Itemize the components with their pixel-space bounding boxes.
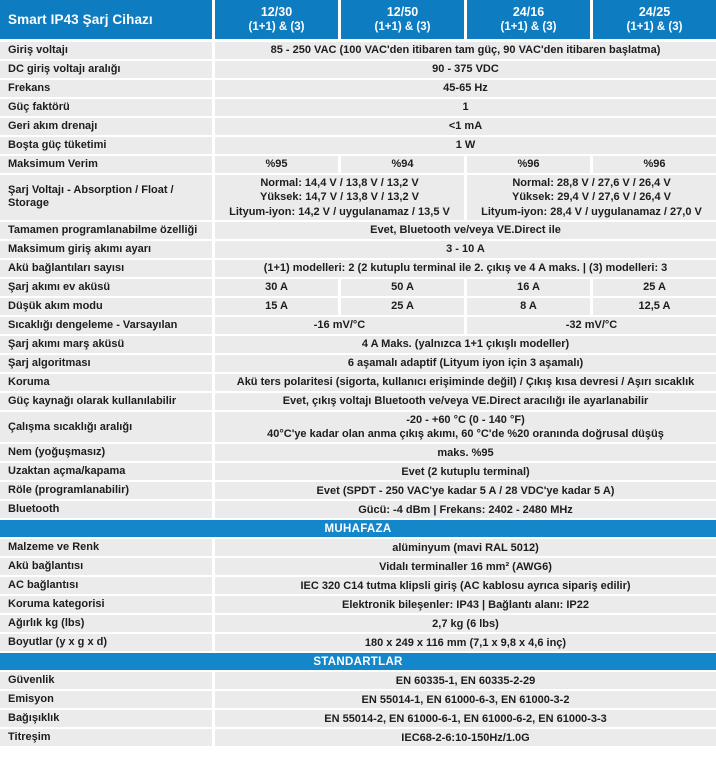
row-label: Emisyon xyxy=(0,691,212,708)
value-line: 2,7 kg (6 lbs) xyxy=(432,617,499,630)
value-line: Evet, çıkış voltajı Bluetooth ve/veya VE.Direct aracılığı ile ayarlanabilir xyxy=(282,395,649,408)
row-label: Malzeme ve Renk xyxy=(0,539,212,556)
row-values xyxy=(215,42,716,59)
row-label: Şarj akımı marş aküsü xyxy=(0,336,212,353)
table-row xyxy=(0,412,716,443)
table-row xyxy=(0,634,716,651)
row-value-cell xyxy=(593,298,716,315)
value-line: %95 xyxy=(265,158,288,171)
table-row xyxy=(0,729,716,746)
table-row xyxy=(0,355,716,372)
column-variants: (1+1) & (3) xyxy=(374,21,431,34)
row-values xyxy=(215,137,716,154)
table-row xyxy=(0,444,716,461)
value-line: maks. %95 xyxy=(437,446,494,459)
value-line: Evet (2 kutuplu terminal) xyxy=(401,465,530,478)
value-line: 25 A xyxy=(391,300,414,313)
row-value-cell xyxy=(215,118,716,135)
table-row xyxy=(0,279,716,296)
row-value-cell xyxy=(215,241,716,258)
header-columns xyxy=(215,0,716,39)
value-line: 30 A xyxy=(265,281,288,294)
table-row xyxy=(0,175,716,220)
row-value-cell xyxy=(467,175,716,220)
row-values xyxy=(215,355,716,372)
column-variants: (1+1) & (3) xyxy=(248,21,305,34)
value-line: 1 xyxy=(462,101,469,114)
table-row xyxy=(0,80,716,97)
row-values xyxy=(215,412,716,443)
row-values xyxy=(215,175,716,220)
row-label: Giriş voltajı xyxy=(0,42,212,59)
row-value-cell xyxy=(215,615,716,632)
value-line: 8 A xyxy=(520,300,537,313)
value-line: 16 A xyxy=(517,281,540,294)
column-header xyxy=(593,0,716,39)
row-label: Ağırlık kg (lbs) xyxy=(0,615,212,632)
column-model: 12/50 xyxy=(386,4,419,19)
value-line: 90 - 375 VDC xyxy=(432,63,499,76)
row-values xyxy=(215,118,716,135)
row-values xyxy=(215,729,716,746)
row-values xyxy=(215,444,716,461)
column-model: 24/25 xyxy=(638,4,671,19)
row-value-cell xyxy=(215,729,716,746)
row-value-cell xyxy=(215,298,338,315)
value-line: Akü ters polaritesi (sigorta, kullanıcı erişiminde değil) / Çıkış kısa devresi / Aşırı sıcaklık xyxy=(236,376,695,389)
column-header xyxy=(215,0,338,39)
value-line: EN 55014-2, EN 61000-6-1, EN 61000-6-2, EN 61000-3-3 xyxy=(324,712,607,725)
row-value-cell xyxy=(215,444,716,461)
row-values xyxy=(215,482,716,499)
value-line: 1 W xyxy=(455,139,476,152)
row-value-cell xyxy=(215,156,338,173)
row-value-cell xyxy=(215,336,716,353)
row-value-cell xyxy=(215,539,716,556)
value-line: 3 - 10 A xyxy=(446,243,485,256)
table-row xyxy=(0,61,716,78)
table-row xyxy=(0,374,716,391)
row-label: Koruma xyxy=(0,374,212,391)
row-label: Boyutlar (y x g x d) xyxy=(0,634,212,651)
row-value-cell xyxy=(215,482,716,499)
value-line: alüminyum (mavi RAL 5012) xyxy=(392,541,539,554)
row-values xyxy=(215,596,716,613)
row-value-cell xyxy=(215,260,716,277)
page-title: Smart IP43 Şarj Cihazı xyxy=(0,0,212,39)
row-value-cell xyxy=(467,317,716,334)
row-label: Güç kaynağı olarak kullanılabilir xyxy=(0,393,212,410)
row-label: Şarj algoritması xyxy=(0,355,212,372)
value-line: Gücü: -4 dBm | Frekans: 2402 - 2480 MHz xyxy=(358,503,573,516)
row-value-cell xyxy=(215,137,716,154)
value-line: 4 A Maks. (yalnızca 1+1 çıkışlı modeller) xyxy=(361,338,570,351)
value-line: Lityum-iyon: 28,4 V / uygulanamaz / 27,0 V xyxy=(481,205,702,218)
row-value-cell xyxy=(215,374,716,391)
value-line: %96 xyxy=(643,158,666,171)
table-row xyxy=(0,336,716,353)
column-model: 24/16 xyxy=(512,4,545,19)
row-values xyxy=(215,80,716,97)
table-row xyxy=(0,42,716,59)
table-row xyxy=(0,558,716,575)
row-values xyxy=(215,336,716,353)
row-value-cell xyxy=(215,42,716,59)
row-value-cell xyxy=(467,279,590,296)
spec-rows xyxy=(0,42,716,746)
row-label: Sıcaklığı dengeleme - Varsayılan xyxy=(0,317,212,334)
row-values xyxy=(215,672,716,689)
row-value-cell xyxy=(341,279,464,296)
row-label: Düşük akım modu xyxy=(0,298,212,315)
row-values xyxy=(215,577,716,594)
row-value-cell xyxy=(215,558,716,575)
row-values xyxy=(215,298,716,315)
table-row xyxy=(0,482,716,499)
row-value-cell xyxy=(215,412,716,443)
section-header: STANDARTLAR xyxy=(0,653,716,670)
row-values xyxy=(215,241,716,258)
row-value-cell xyxy=(215,672,716,689)
row-value-cell xyxy=(215,222,716,239)
value-line: Evet, Bluetooth ve/veya VE.Direct ile xyxy=(370,224,561,237)
row-value-cell xyxy=(467,298,590,315)
value-line: Lityum-iyon: 14,2 V / uygulanamaz / 13,5 V xyxy=(229,205,450,218)
value-line: 15 A xyxy=(265,300,288,313)
column-variants: (1+1) & (3) xyxy=(500,21,557,34)
row-value-cell xyxy=(215,577,716,594)
value-line: 12,5 A xyxy=(638,300,671,313)
value-line: Normal: 28,8 V / 27,6 V / 26,4 V xyxy=(512,177,671,189)
row-values xyxy=(215,393,716,410)
row-value-cell xyxy=(215,175,464,220)
row-label: Güç faktörü xyxy=(0,99,212,116)
value-line: -16 mV/°C xyxy=(313,319,366,332)
row-value-cell xyxy=(215,393,716,410)
row-label: Frekans xyxy=(0,80,212,97)
value-line: 85 - 250 VAC (100 VAC'den itibaren tam güç, 90 VAC'den itibaren başlatma) xyxy=(270,44,661,57)
value-line: -20 - +60 °C (0 - 140 °F) xyxy=(406,413,525,426)
row-value-cell xyxy=(215,99,716,116)
row-values xyxy=(215,222,716,239)
table-row xyxy=(0,137,716,154)
value-line: Yüksek: 29,4 V / 27,6 V / 26,4 V xyxy=(512,191,671,204)
row-values xyxy=(215,558,716,575)
table-row xyxy=(0,463,716,480)
row-value-cell xyxy=(215,355,716,372)
row-values xyxy=(215,61,716,78)
value-line: 180 x 249 x 116 mm (7,1 x 9,8 x 4,6 inç) xyxy=(364,636,567,649)
value-line: EN 55014-1, EN 61000-6-3, EN 61000-3-2 xyxy=(361,693,570,706)
value-line: %96 xyxy=(517,158,540,171)
table-row xyxy=(0,393,716,410)
row-values xyxy=(215,99,716,116)
table-row xyxy=(0,672,716,689)
row-values xyxy=(215,539,716,556)
column-header xyxy=(341,0,464,39)
row-values xyxy=(215,501,716,518)
row-values xyxy=(215,710,716,727)
row-value-cell xyxy=(215,634,716,651)
table-row xyxy=(0,596,716,613)
table-row xyxy=(0,615,716,632)
row-values xyxy=(215,691,716,708)
row-value-cell xyxy=(593,279,716,296)
row-values xyxy=(215,463,716,480)
row-label: Akü bağlantısı xyxy=(0,558,212,575)
row-label: Maksimum giriş akımı ayarı xyxy=(0,241,212,258)
row-value-cell xyxy=(341,298,464,315)
row-label: Titreşim xyxy=(0,729,212,746)
row-value-cell xyxy=(215,463,716,480)
row-value-cell xyxy=(215,80,716,97)
table-row xyxy=(0,156,716,173)
value-line: 6 aşamalı adaptif (Lityum iyon için 3 aşamalı) xyxy=(347,357,584,370)
table-row xyxy=(0,298,716,315)
value-line: (1+1) modelleri: 2 (2 kutuplu terminal ile 2. çıkış ve 4 A maks. | (3) modelleri: 3 xyxy=(263,262,668,275)
table-row xyxy=(0,577,716,594)
row-value-cell xyxy=(467,156,590,173)
table-row xyxy=(0,99,716,116)
row-values xyxy=(215,317,716,334)
table-row xyxy=(0,691,716,708)
value-line: IEC68-2-6:10-150Hz/1.0G xyxy=(401,731,530,744)
value-line: Vidalı terminaller 16 mm² (AWG6) xyxy=(379,560,552,573)
table-row xyxy=(0,241,716,258)
row-values xyxy=(215,260,716,277)
row-label: Geri akım drenajı xyxy=(0,118,212,135)
row-values xyxy=(215,156,716,173)
column-model: 12/30 xyxy=(260,4,293,19)
value-line: 45-65 Hz xyxy=(443,82,488,95)
row-label: Tamamen programlanabilme özelliği xyxy=(0,222,212,239)
row-label: Röle (programlanabilir) xyxy=(0,482,212,499)
value-line: <1 mA xyxy=(448,120,483,133)
row-label: Akü bağlantıları sayısı xyxy=(0,260,212,277)
row-label: Şarj Voltajı - Absorption / Float / Storage xyxy=(0,175,212,220)
value-line: -32 mV/°C xyxy=(565,319,618,332)
column-variants: (1+1) & (3) xyxy=(626,21,683,34)
value-line: 40°C'ye kadar olan anma çıkış akımı, 60 °C'de %20 oranında doğrusal düşüş xyxy=(267,428,664,441)
row-value-cell xyxy=(341,156,464,173)
table-header-row xyxy=(0,0,716,39)
value-line: EN 60335-1, EN 60335-2-29 xyxy=(395,674,536,687)
value-line: Normal: 14,4 V / 13,8 V / 13,2 V xyxy=(260,177,419,189)
row-value-cell xyxy=(215,279,338,296)
row-label: Güvenlik xyxy=(0,672,212,689)
row-label: Bağışıklık xyxy=(0,710,212,727)
table-row xyxy=(0,317,716,334)
section-header: MUHAFAZA xyxy=(0,520,716,537)
table-row xyxy=(0,260,716,277)
row-label: DC giriş voltajı aralığı xyxy=(0,61,212,78)
row-label: Uzaktan açma/kapama xyxy=(0,463,212,480)
value-line: Yüksek: 14,7 V / 13,8 V / 13,2 V xyxy=(260,191,419,204)
row-label: Boşta güç tüketimi xyxy=(0,137,212,154)
table-row xyxy=(0,501,716,518)
value-line: IEC 320 C14 tutma klipsli giriş (AC kablosu ayrıca sipariş edilir) xyxy=(300,579,631,592)
row-label: Çalışma sıcaklığı aralığı xyxy=(0,412,212,443)
value-line: 25 A xyxy=(643,281,666,294)
value-line: Elektronik bileşenler: IP43 | Bağlantı alanı: IP22 xyxy=(341,598,589,611)
row-value-cell xyxy=(215,596,716,613)
table-row xyxy=(0,222,716,239)
table-row xyxy=(0,539,716,556)
row-values xyxy=(215,374,716,391)
row-value-cell xyxy=(215,501,716,518)
column-header xyxy=(467,0,590,39)
row-label: Şarj akımı ev aküsü xyxy=(0,279,212,296)
row-label: Maksimum Verim xyxy=(0,156,212,173)
table-row xyxy=(0,118,716,135)
table-row xyxy=(0,710,716,727)
value-line: 50 A xyxy=(391,281,414,294)
value-line: Evet (SPDT - 250 VAC'ye kadar 5 A / 28 VDC'ye kadar 5 A) xyxy=(316,484,615,497)
row-value-cell xyxy=(215,710,716,727)
row-label: AC bağlantısı xyxy=(0,577,212,594)
row-label: Nem (yoğuşmasız) xyxy=(0,444,212,461)
row-values xyxy=(215,279,716,296)
row-value-cell xyxy=(593,156,716,173)
row-value-cell xyxy=(215,61,716,78)
row-value-cell xyxy=(215,691,716,708)
row-values xyxy=(215,634,716,651)
row-label: Koruma kategorisi xyxy=(0,596,212,613)
row-label: Bluetooth xyxy=(0,501,212,518)
value-line: %94 xyxy=(391,158,414,171)
row-values xyxy=(215,615,716,632)
row-value-cell xyxy=(215,317,464,334)
